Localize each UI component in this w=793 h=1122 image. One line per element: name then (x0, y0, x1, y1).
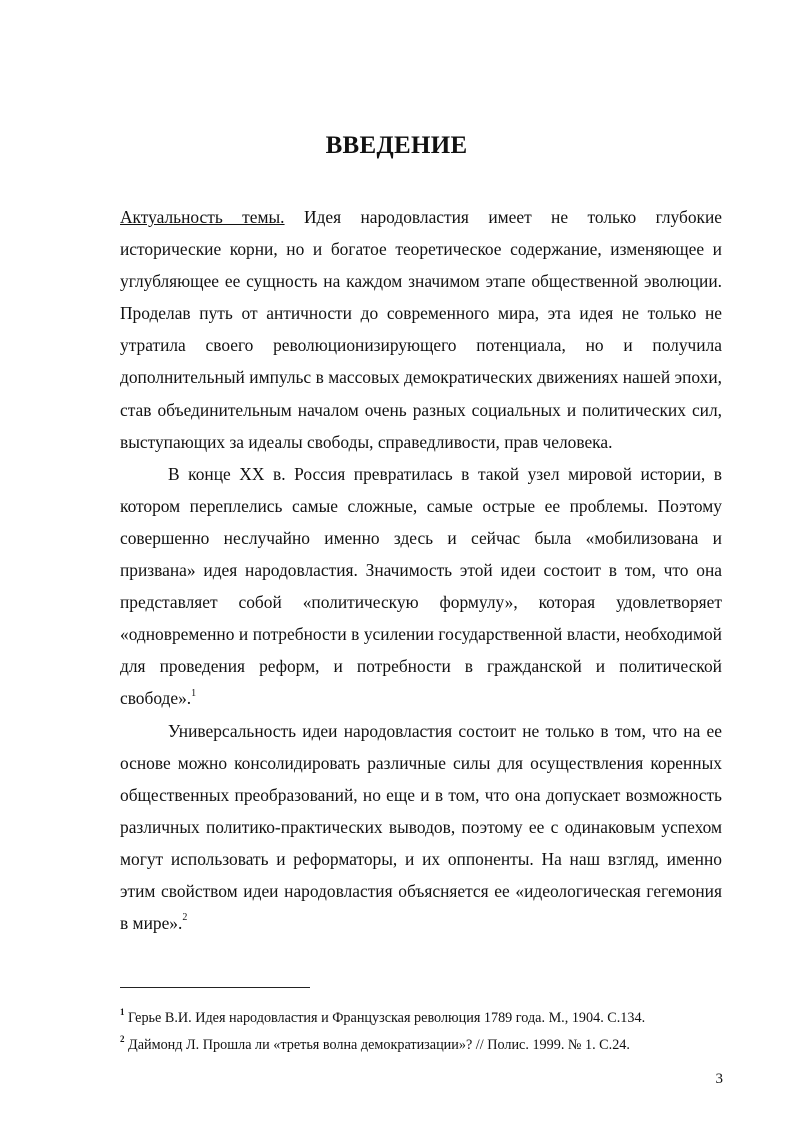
footnote-text: Даймонд Л. Прошла ли «третья волна демократизации»? // Полис. 1999. № 1. С.24. (128, 1037, 630, 1053)
footnote-text: Герье В.И. Идея народовластия и Французская революция 1789 года. М., 1904. С.134. (128, 1010, 646, 1026)
footnote-ref-1[interactable]: 1 (191, 687, 197, 699)
footnote-divider (120, 987, 310, 988)
body-text (120, 201, 722, 939)
paragraph-relevance (120, 201, 722, 458)
page-title: ВВЕДЕНИЕ (325, 132, 468, 159)
footnote-number: 2 (120, 1034, 125, 1045)
footnotes (120, 1005, 740, 1059)
footnote-ref-2[interactable]: 2 (182, 912, 188, 924)
footnote-2 (120, 1032, 740, 1059)
footnote-1 (120, 1005, 740, 1032)
relevance-heading: Актуальность темы. (120, 207, 285, 227)
page-number: 3 (715, 1071, 723, 1087)
paragraph-universality-text: Универсальность идеи народовластия состоит не только в том, что на ее основе можно консолидировать различные силы для осуществления коренных общественных преобразований, но еще и в том, что она допускает возможность различных политико-практических выводов, поэтому ее с одинаковым успехом могут использовать и реформаторы, и их оппоненты. На наш взгляд, именно этим свойством идеи народовластия объясняется ее «идеологическая гегемония в мире». (120, 720, 722, 934)
paragraph-relevance-text: Идея народовластия имеет не только глубокие исторические корни, но и богатое теоретическое содержание, изменяющее и углубляющее ее сущность на каждом значимом этапе общественной эволюции. Проделав путь от античности до современного мира, эта идея не только не утратила своего революционизирующего потенциала, но и получила дополнительный импульс в массовых демократических движениях нашей эпохи, став объединительным началом очень разных социальных и политических сил, выступающих за идеалы свободы, справедливости, прав человека. (120, 207, 722, 452)
footnote-number: 1 (120, 1007, 125, 1018)
paragraph-universality (120, 715, 722, 940)
paragraph-russia (120, 458, 722, 715)
paragraph-russia-text: В конце XX в. Россия превратилась в такой узел мировой истории, в котором переплелись самые сложные, самые острые ее проблемы. Поэтому совершенно неслучайно именно здесь и сейчас была «мобилизована и призвана» идея народовластия. Значимость этой идеи состоит в том, что она представляет собой «политическую формулу», которая удовлетворяет «одновременно и потребности в усилении государственной власти, необходимой для проведения реформ, и потребности в гражданской и политической свободе». (120, 463, 722, 709)
